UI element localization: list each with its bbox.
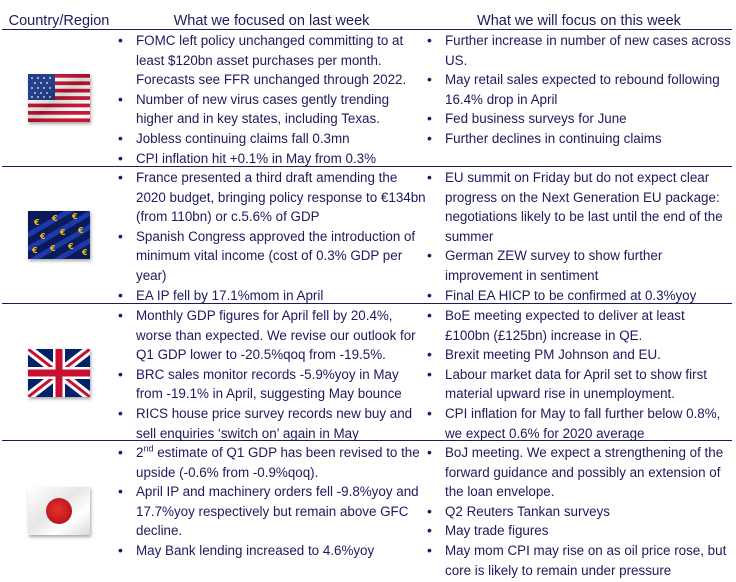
svg-text:€: €	[52, 214, 58, 223]
list-item: • EA IP fell by 17.1%mom in April	[117, 286, 426, 306]
list-item: • Fed business surveys for June	[426, 109, 732, 129]
svg-text:€: €	[32, 246, 38, 255]
list-item: • Further declines in continuing claims	[426, 129, 732, 149]
flag-cell-uk	[2, 306, 116, 440]
header-this-week: What we will focus on this week	[477, 13, 681, 29]
list-item: • April IP and machinery orders fell -9.8%yoy and 17.7%yoy respectively but remain above GFC decline.	[117, 482, 426, 541]
list-item: • CPI inflation hit +0.1% in May from 0.3%	[117, 149, 426, 169]
weekly-focus-table	[2, 0, 732, 580]
row-us	[2, 31, 732, 165]
flag-cell-eu	[2, 168, 116, 302]
header-last-week: What we focused on last week	[173, 13, 370, 29]
list-item: • CPI inflation for May to fall further below 0.8%, we expect 0.6% for 2020 average	[426, 404, 732, 443]
list-item: • Monthly GDP figures for April fell by 20.4%, worse than expected. We revise our outlook for Q1 GDP lower to -20.5%qoq from -19.5%.	[117, 306, 426, 365]
us-last-week	[117, 31, 426, 168]
japan-last-week	[117, 443, 426, 561]
us-this-week	[426, 31, 732, 149]
us-flag-icon	[28, 74, 90, 122]
list-item: • May mom CPI may rise on as oil price rose, but core is likely to remain under pressure	[426, 541, 732, 580]
svg-text:€: €	[68, 242, 74, 251]
svg-text:€: €	[82, 248, 88, 257]
list-item: • Brexit meeting PM Johnson and EU.	[426, 345, 732, 365]
list-item: • May Bank lending increased to 4.6%yoy	[117, 541, 426, 561]
list-item: • 2nd estimate of Q1 GDP has been revised to the upside (-0.6% from -0.9%qoq).	[117, 443, 426, 482]
japan-flag-icon	[28, 487, 90, 535]
svg-text:€: €	[78, 226, 84, 235]
list-item: • May retail sales expected to rebound following 16.4% drop in April	[426, 70, 732, 109]
uk-flag-icon	[28, 349, 90, 397]
header-country: Country/Region	[8, 13, 110, 29]
row-divider	[2, 440, 732, 441]
row-eu	[2, 168, 732, 302]
flag-cell-us	[2, 31, 116, 165]
list-item: • EU summit on Friday but do not expect clear progress on the Next Generation EU package: negotiations likely to be last until the end of the summer	[426, 168, 732, 246]
list-item: • German ZEW survey to show further improvement in sentiment	[426, 246, 732, 285]
row-divider	[2, 166, 732, 167]
svg-text:€: €	[34, 218, 40, 227]
svg-text:€: €	[40, 232, 46, 241]
list-item: • Spanish Congress approved the introduction of minimum vital income (cost of 0.3% GDP per year)	[117, 227, 426, 286]
list-item: • Jobless continuing claims fall 0.3mn	[117, 129, 426, 149]
flag-cell-japan	[2, 443, 116, 579]
list-item: • Labour market data for April set to show first material upward rise in unemployment.	[426, 365, 732, 404]
euro-coins-icon	[28, 211, 90, 259]
list-item: • BoJ meeting. We expect a strengthening of the forward guidance and possibly an extension of the loan envelope.	[426, 443, 732, 502]
japan-this-week	[426, 443, 732, 580]
list-item: • BRC sales monitor records -5.9%yoy in May from -19.1% in April, suggesting May bounce	[117, 365, 426, 404]
eu-this-week	[426, 168, 732, 305]
svg-text:€: €	[60, 228, 66, 237]
uk-this-week	[426, 306, 732, 443]
list-item: • Q2 Reuters Tankan surveys	[426, 502, 732, 522]
uk-last-week	[117, 306, 426, 443]
svg-text:€: €	[72, 212, 78, 221]
list-item: • Final EA HICP to be confirmed at 0.3%yoy	[426, 286, 732, 306]
row-japan	[2, 443, 732, 579]
list-item: • France presented a third draft amending the 2020 budget, bringing policy response to €134bn (from 110bn) or c.5.6% of GDP	[117, 168, 426, 227]
list-item: • Number of new virus cases gently trending higher and in key states, including Texas.	[117, 90, 426, 129]
row-uk	[2, 306, 732, 440]
header-divider	[2, 29, 732, 30]
list-item: • RICS house price survey records new buy and sell enquiries ‘switch on’ again in May	[117, 404, 426, 443]
eu-last-week	[117, 168, 426, 305]
svg-text:€: €	[50, 244, 56, 253]
list-item: • Further increase in number of new cases across US.	[426, 31, 732, 70]
list-item: • FOMC left policy unchanged committing to at least $120bn asset purchases per month. Forecasts see FFR unchanged through 2022.	[117, 31, 426, 90]
row-divider	[2, 303, 732, 304]
list-item: • May trade figures	[426, 521, 732, 541]
list-item: • BoE meeting expected to deliver at least £100bn (£125bn) increase in QE.	[426, 306, 732, 345]
